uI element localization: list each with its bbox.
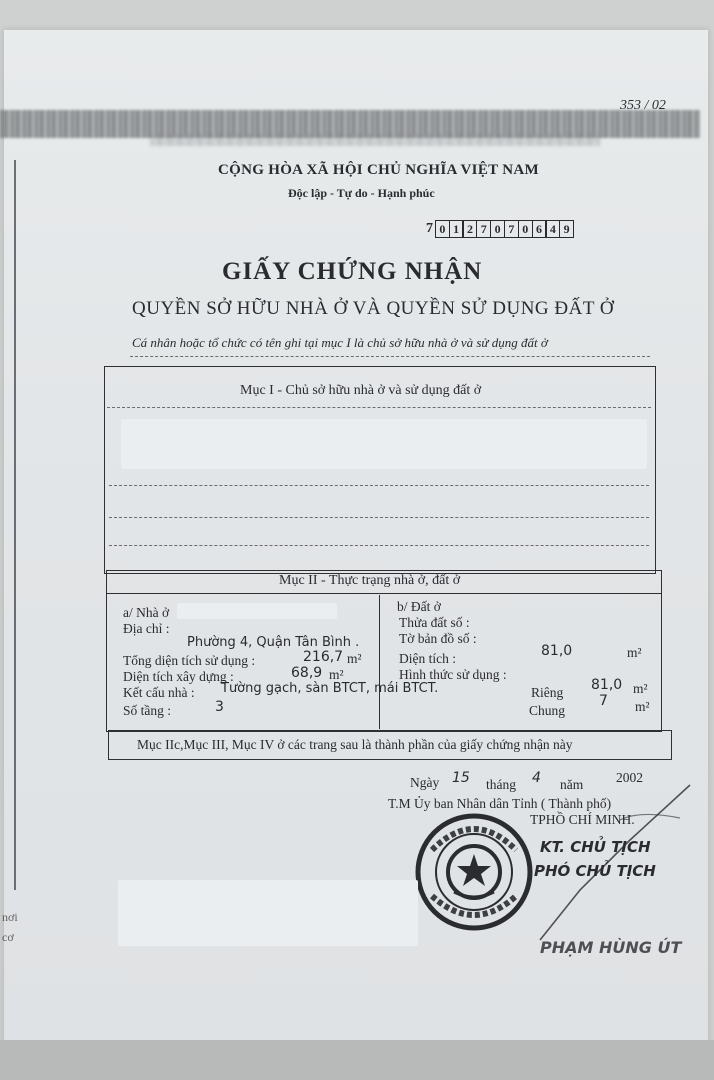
- signer-role-line2: PHÓ CHỦ TỊCH: [534, 862, 656, 880]
- owner-line: [109, 485, 649, 486]
- section2-box: [106, 570, 662, 732]
- build-area-label: Diện tích xây dựng :: [123, 669, 234, 684]
- nation-title: CỘNG HÒA XÃ HỘI CHỦ NGHĨA VIỆT NAM: [218, 162, 539, 178]
- total-area-unit: m²: [347, 651, 362, 666]
- bottom-redaction: [118, 880, 418, 946]
- issuing-authority: T.M Ủy ban Nhân dân Tỉnh ( Thành phố): [388, 796, 612, 811]
- reference-number: 353 / 02: [620, 98, 666, 113]
- serial-digit: 9: [559, 220, 574, 238]
- private-label: Riêng: [531, 685, 564, 700]
- date-label: Ngày: [410, 775, 440, 790]
- official-seal-icon: [414, 810, 534, 934]
- statement-underline: [130, 356, 650, 357]
- photocopy-smudge-light: [150, 134, 600, 146]
- owner-redaction: [121, 419, 647, 469]
- serial-digit: 0: [435, 220, 450, 238]
- total-area-label: Tổng diện tích sử dụng :: [123, 653, 256, 668]
- date-month: 4: [532, 770, 541, 786]
- table-surface: [0, 1040, 714, 1080]
- serial-digit: 4: [545, 220, 560, 238]
- shared-label: Chung: [529, 703, 566, 718]
- serial-number: [426, 220, 574, 238]
- land-heading: b/ Đất ở: [397, 599, 441, 614]
- floors-value: 3: [215, 699, 224, 715]
- page-left-border: [14, 160, 16, 890]
- floors-label: Số tầng :: [123, 703, 172, 718]
- document-subtitle: QUYỀN SỞ HỮU NHÀ Ở VÀ QUYỀN SỬ DỤNG ĐẤT Ở: [132, 298, 615, 319]
- footer-note-box: [108, 730, 672, 760]
- use-form-label: Hình thức sử dụng :: [399, 667, 507, 682]
- build-area-unit: m²: [329, 667, 344, 682]
- serial-digit: 6: [532, 220, 547, 238]
- plot-label: Thửa đất số :: [399, 615, 470, 630]
- signer-name: PHẠM HÙNG ÚT: [540, 938, 682, 957]
- margin-text: cơ: [2, 930, 14, 944]
- private-value: 81,0: [591, 677, 623, 693]
- section1-heading: Mục I - Chủ sở hữu nhà ở và sử dụng đất ở: [240, 383, 482, 398]
- house-heading: a/ Nhà ở: [123, 605, 170, 620]
- signer-role-line1: KT. CHỦ TỊCH: [540, 838, 651, 856]
- serial-digit: 2: [462, 220, 477, 238]
- month-label: tháng: [486, 777, 516, 792]
- owner-line: [109, 517, 649, 518]
- serial-digit: 7: [504, 220, 519, 238]
- section2-heading: Mục II - Thực trạng nhà ở, đất ở: [279, 573, 461, 588]
- signature-stroke: [520, 780, 700, 950]
- total-area-value: 216,7: [303, 649, 344, 665]
- section2-column-divider: [379, 595, 380, 729]
- address-value: Phường 4, Quận Tân Bình .: [187, 635, 360, 650]
- house-redaction: [177, 603, 337, 619]
- structure-label: Kết cấu nhà :: [123, 685, 195, 700]
- land-area-unit: m²: [627, 645, 642, 660]
- certification-statement: Cá nhân hoặc tổ chức có tên ghi tại mục I là chủ sở hữu nhà ở và sử dụng đất ở: [132, 335, 548, 350]
- serial-prefix: 7: [426, 221, 433, 236]
- issuing-city: TPHỒ CHÍ MINH.: [530, 812, 635, 827]
- serial-digit: 0: [490, 220, 505, 238]
- serial-digit: 1: [449, 220, 464, 238]
- footer-note: Mục IIc,Mục III, Mục IV ở các trang sau là thành phần của giấy chứng nhận này: [137, 737, 573, 752]
- serial-digit: 7: [476, 220, 491, 238]
- date-day: 15: [452, 770, 470, 786]
- map-sheet-label: Tờ bản đồ số :: [399, 631, 477, 646]
- date-year: 2002: [616, 770, 643, 785]
- year-label: năm: [560, 777, 584, 792]
- shared-unit: m²: [635, 699, 650, 714]
- land-area-label: Diện tích :: [399, 651, 456, 666]
- build-area-value: 68,9: [291, 665, 323, 681]
- owner-line: [109, 545, 649, 546]
- address-label: Địa chỉ :: [123, 621, 170, 636]
- section1-box: [104, 366, 656, 574]
- margin-text: nơi: [2, 910, 18, 924]
- motto: Độc lập - Tự do - Hạnh phúc: [288, 186, 435, 200]
- serial-digit: 0: [518, 220, 533, 238]
- private-unit: m²: [633, 681, 648, 696]
- shared-value: 7: [599, 693, 608, 709]
- land-area-value: 81,0: [541, 643, 573, 659]
- divider: [107, 407, 651, 408]
- section2-divider: [107, 593, 661, 594]
- structure-value: Tường gạch, sàn BTCT, mái BTCT.: [221, 681, 439, 696]
- document-title: GIẤY CHỨNG NHẬN: [222, 258, 483, 285]
